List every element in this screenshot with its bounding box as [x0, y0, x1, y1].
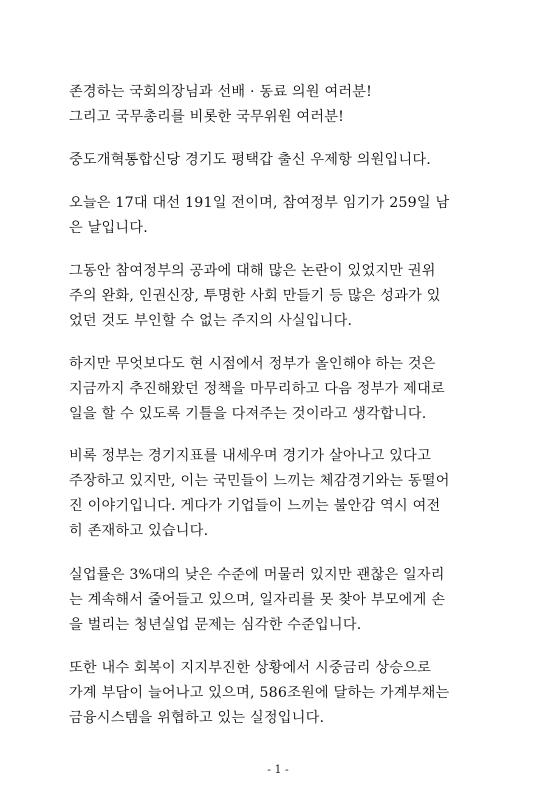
text-line: 실업률은 3%대의 낮은 수준에 머물러 있지만 괜찮은 일자리: [69, 567, 445, 583]
text-line: 또한 내수 회복이 지지부진한 상황에서 시중금리 상승으로: [69, 660, 431, 676]
text-line: 하지만 무엇보다도 현 시점에서 정부가 올인해야 하는 것은: [69, 356, 436, 372]
text-line: 을 벌리는 청년실업 문제는 심각한 수준입니다.: [69, 617, 362, 633]
body-paragraph: [69, 191, 489, 241]
text-line: 히 존재하고 있습니다.: [69, 523, 209, 539]
introduction-paragraph: [69, 148, 489, 173]
page-number: - 1 -: [267, 763, 289, 776]
text-line: 는 계속해서 줄어들고 있으며, 일자리를 못 찾아 부모에게 손: [69, 592, 446, 608]
greeting-paragraph: [69, 80, 489, 130]
text-line: 그동안 참여정부의 공과에 대해 많은 논란이 있었지만 권위: [69, 263, 436, 279]
text-line: 오늘은 17대 대선 191일 전이며, 참여정부 임기가 259일 남: [69, 195, 450, 211]
body-paragraph: [69, 259, 489, 334]
text-line: 지금까지 추진해왔던 정책을 마무리하고 다음 정부가 제대로: [69, 381, 445, 397]
body-paragraph: [69, 444, 489, 544]
text-line: 존경하는 국회의장님과 선배 · 동료 의원 여러분!: [69, 84, 373, 100]
text-line: 주의 완화, 인권신장, 투명한 사회 만들기 등 많은 성과가 있: [69, 288, 441, 304]
text-line: 중도개혁통합신당 경기도 평택갑 출신 우제항 의원입니다.: [69, 152, 431, 168]
text-line: 가계 부담이 늘어나고 있으며, 586조원에 달하는 가계부채는: [69, 685, 450, 701]
text-line: 일을 할 수 있도록 기틀을 다져주는 것이라고 생각합니다.: [69, 406, 427, 422]
text-line: 그리고 국무총리를 비롯한 국무위원 여러분!: [69, 109, 345, 125]
text-line: 진 이야기입니다. 게다가 기업들이 느끼는 불안감 역시 여전: [69, 498, 441, 514]
body-paragraph: [69, 352, 489, 427]
text-line: 었던 것도 부인할 수 없는 주지의 사실입니다.: [69, 313, 353, 329]
text-line: 주장하고 있지만, 이는 국민들이 느끼는 체감경기와는 동떨어: [69, 473, 450, 489]
text-line: 금융시스템을 위협하고 있는 실정입니다.: [69, 710, 325, 726]
text-line: 은 날입니다.: [69, 220, 148, 236]
body-paragraph: [69, 563, 489, 638]
body-paragraph: [69, 656, 489, 731]
text-line: 비록 정부는 경기지표를 내세우며 경기가 살아나고 있다고: [69, 448, 431, 464]
